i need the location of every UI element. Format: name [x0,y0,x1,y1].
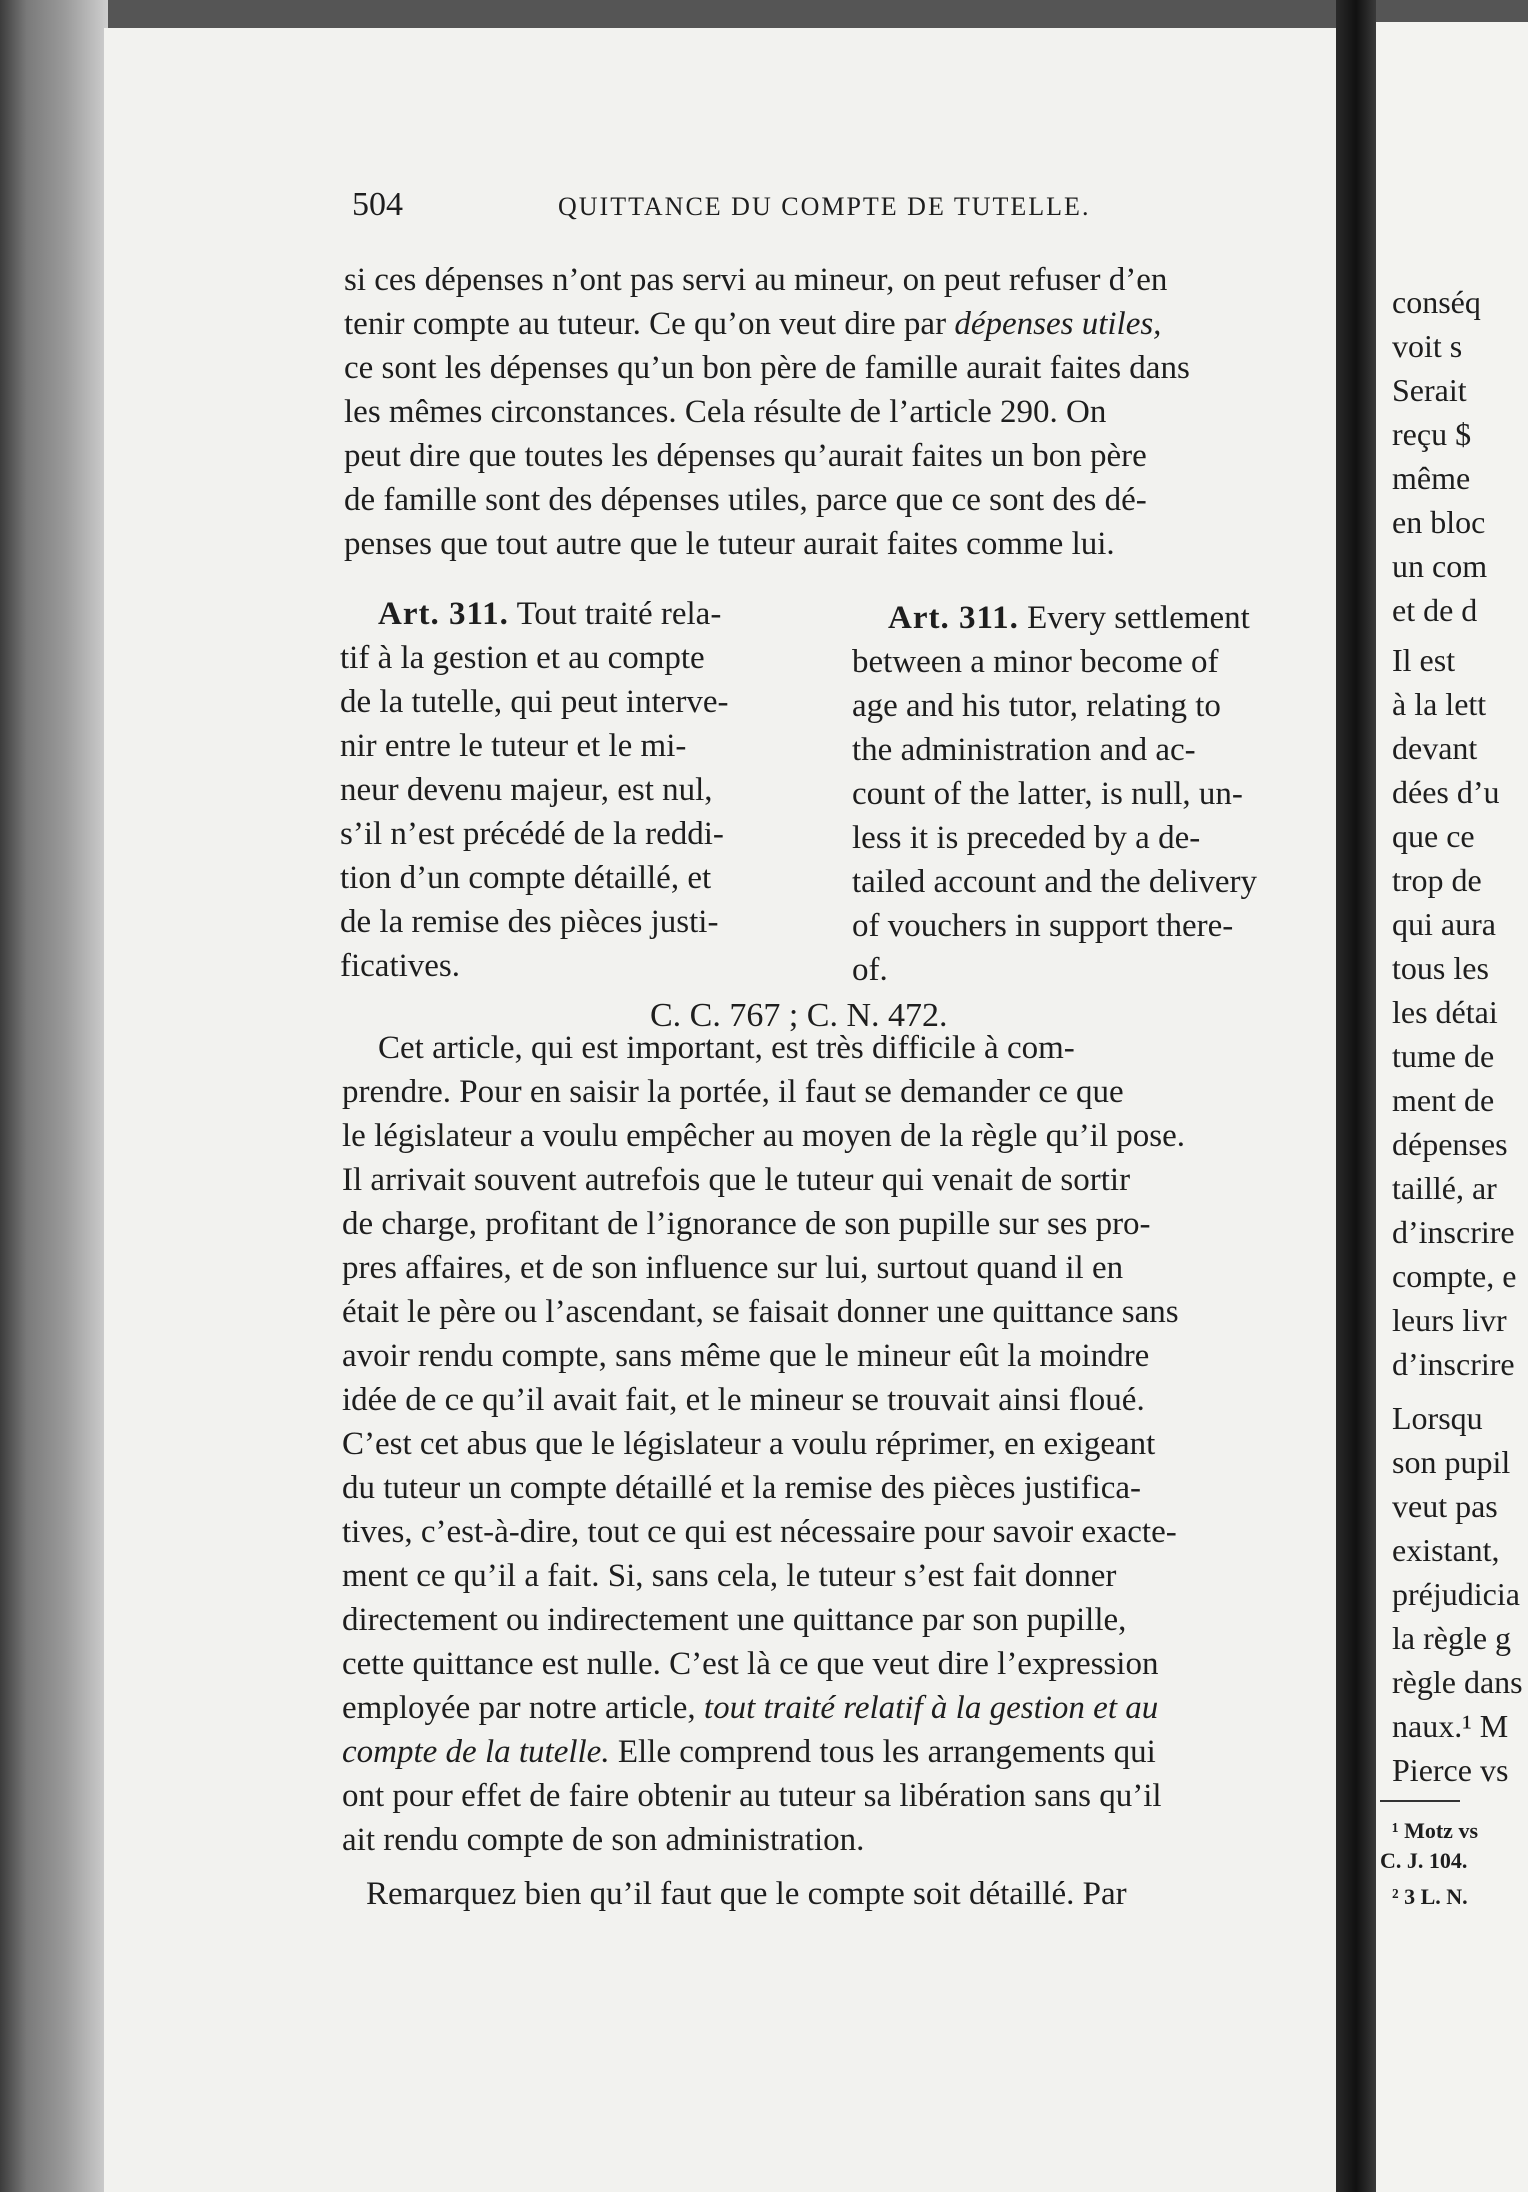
article-french-label: Art. 311. [378,596,509,632]
right-page-line: tume de [1392,1038,1495,1074]
text-line: ment ce qu’il a fait. Si, sans cela, le tuteur s’est fait donner [342,1558,1117,1594]
footnote: ¹ Motz vs [1392,1818,1479,1843]
article-french-first-line [378,594,721,634]
right-page-line: en bloc [1392,504,1486,540]
running-title: QUITTANCE DU COMPTE DE TUTELLE. [558,192,1091,221]
right-page-line: Il est [1392,642,1456,678]
right-page-line: voit s [1392,328,1463,364]
text-line: ont pour effet de faire obtenir au tuteur sa libération sans qu’il [342,1778,1162,1814]
text-line: Tout traité rela- [516,596,722,632]
text-line: tif à la gestion et au compte [340,640,705,676]
right-page-line: à la lett [1392,686,1487,722]
text-line: ficatives. [340,948,461,984]
text-line: les mêmes circonstances. Cela résulte de l’article 290. On [344,394,1107,430]
text-line: less it is preceded by a de- [852,820,1201,856]
right-page-line: trop de [1392,862,1482,898]
code-reference: C. C. 767 ; C. N. 472. [650,997,948,1034]
text-line: de famille sont des dépenses utiles, parce que ce sont des dé- [344,482,1147,518]
right-page-line: un com [1392,548,1488,584]
italic-phrase: compte de la tutelle. [342,1734,610,1770]
right-page-line: Pierce vs [1392,1752,1509,1788]
text-line: tion d’un compte détaillé, et [340,860,712,896]
text-line: était le père ou l’ascendant, se faisait donner une quittance sans [342,1294,1179,1330]
text-line: tailed account and the delivery [852,864,1257,900]
right-page-line: son pupil [1392,1444,1511,1480]
text-line: idée de ce qu’il avait fait, et le mineur se trouvait ainsi floué. [342,1382,1145,1418]
right-page-line: dées d’u [1392,774,1500,810]
right-page-line: existant, [1392,1532,1500,1568]
text-line: de charge, profitant de l’ignorance de son pupille sur ses pro- [342,1206,1151,1242]
text-line: Remarquez bien qu’il faut que le compte soit détaillé. Par [366,1876,1127,1912]
text-line: between a minor become of [852,644,1219,680]
text-line: pres affaires, et de son influence sur lui, surtout quand il en [342,1250,1124,1286]
text-line: Cet article, qui est important, est très difficile à com- [378,1030,1075,1066]
right-page-line: d’inscrire [1392,1214,1515,1250]
right-page-line: la règle g [1392,1620,1512,1656]
book-page-edges [0,0,108,2192]
right-page-line: dépenses [1392,1126,1508,1162]
text-line: nir entre le tuteur et le mi- [340,728,687,764]
right-page-line: tous les [1392,950,1489,986]
right-page-line: Lorsqu [1392,1400,1483,1436]
right-page-line: les détai [1392,994,1498,1030]
text-line: neur devenu majeur, est nul, [340,772,713,808]
text-line: de la tutelle, qui peut interve- [340,684,729,720]
text-line: prendre. Pour en saisir la portée, il faut se demander ce que [342,1074,1124,1110]
right-page-line: reçu $ [1392,416,1472,452]
right-page-line: leurs livr [1392,1302,1507,1338]
text-line: compte de la tutelle. Elle comprend tous les arrangements qui [342,1734,1156,1770]
right-page-line: devant [1392,730,1478,766]
text-line: Il arrivait souvent autrefois que le tuteur qui venait de sortir [342,1162,1131,1198]
right-page-line: taillé, ar [1392,1170,1497,1206]
text-line: tenir compte au tuteur. Ce qu’on veut dire par dépenses utiles, [344,306,1162,342]
right-page-line: qui aura [1392,906,1496,942]
text-line: penses que tout autre que le tuteur aurait faites comme lui. [344,526,1115,562]
right-page-line: ment de [1392,1082,1495,1118]
text-line: ait rendu compte de son administration. [342,1822,865,1858]
text-line: le législateur a voulu empêcher au moyen de la règle qu’il pose. [342,1118,1186,1154]
page-number: 504 [352,186,403,223]
right-page-line: et de d [1392,592,1478,628]
page-header [352,186,1314,236]
right-page-line: conséq [1392,284,1481,320]
text-line: du tuteur un compte détaillé et la remise des pièces justifica- [342,1470,1142,1506]
article-english-first-line [888,598,1250,638]
text-line: de la remise des pièces justi- [340,904,719,940]
right-page-line: préjudicia [1392,1576,1520,1612]
text-line: avoir rendu compte, sans même que le mineur eût la moindre [342,1338,1150,1374]
text-line: s’il n’est précédé de la reddi- [340,816,724,852]
text-line: Every settlement [1027,600,1250,636]
right-page-line: veut pas [1392,1488,1498,1524]
right-page-line: même [1392,460,1471,496]
right-page-line: Serait [1392,372,1467,408]
italic-phrase: tout traité relatif à la gestion et au [703,1690,1159,1726]
footnote-rule [1380,1800,1460,1802]
right-page-line: règle dans [1392,1664,1523,1700]
text-line: of. [852,952,888,988]
right-page-line: que ce [1392,818,1475,854]
right-page-line: compte, e [1392,1258,1517,1294]
text-line: count of the latter, is null, un- [852,776,1243,812]
text-line: peut dire que toutes les dépenses qu’aurait faites un bon père [344,438,1147,474]
text-line: tives, c’est-à-dire, tout ce qui est nécessaire pour savoir exacte- [342,1514,1177,1550]
article-english-label: Art. 311. [888,600,1019,636]
text-line: of vouchers in support there- [852,908,1234,944]
text-line: C’est cet abus que le législateur a voulu réprimer, en exigeant [342,1426,1156,1462]
text-line: si ces dépenses n’ont pas servi au mineur, on peut refuser d’en [344,262,1168,298]
right-page-line: d’inscrire [1392,1346,1515,1382]
italic-phrase: dépenses utiles, [954,306,1162,342]
footnote: C. J. 104. [1380,1848,1468,1873]
text-line: cette quittance est nulle. C’est là ce que veut dire l’expression [342,1646,1159,1682]
text-line: the administration and ac- [852,732,1196,768]
text-line: directement ou indirectement une quittance par son pupille, [342,1602,1127,1638]
book-gutter [1336,0,1376,2192]
text-line: ce sont les dépenses qu’un bon père de famille aurait faites dans [344,350,1190,386]
text-line: employée par notre article, tout traité relatif à la gestion et au [342,1690,1159,1726]
right-page-line: naux.¹ M [1392,1708,1509,1744]
footnote: ² 3 L. N. [1392,1884,1468,1909]
text-line: age and his tutor, relating to [852,688,1221,724]
